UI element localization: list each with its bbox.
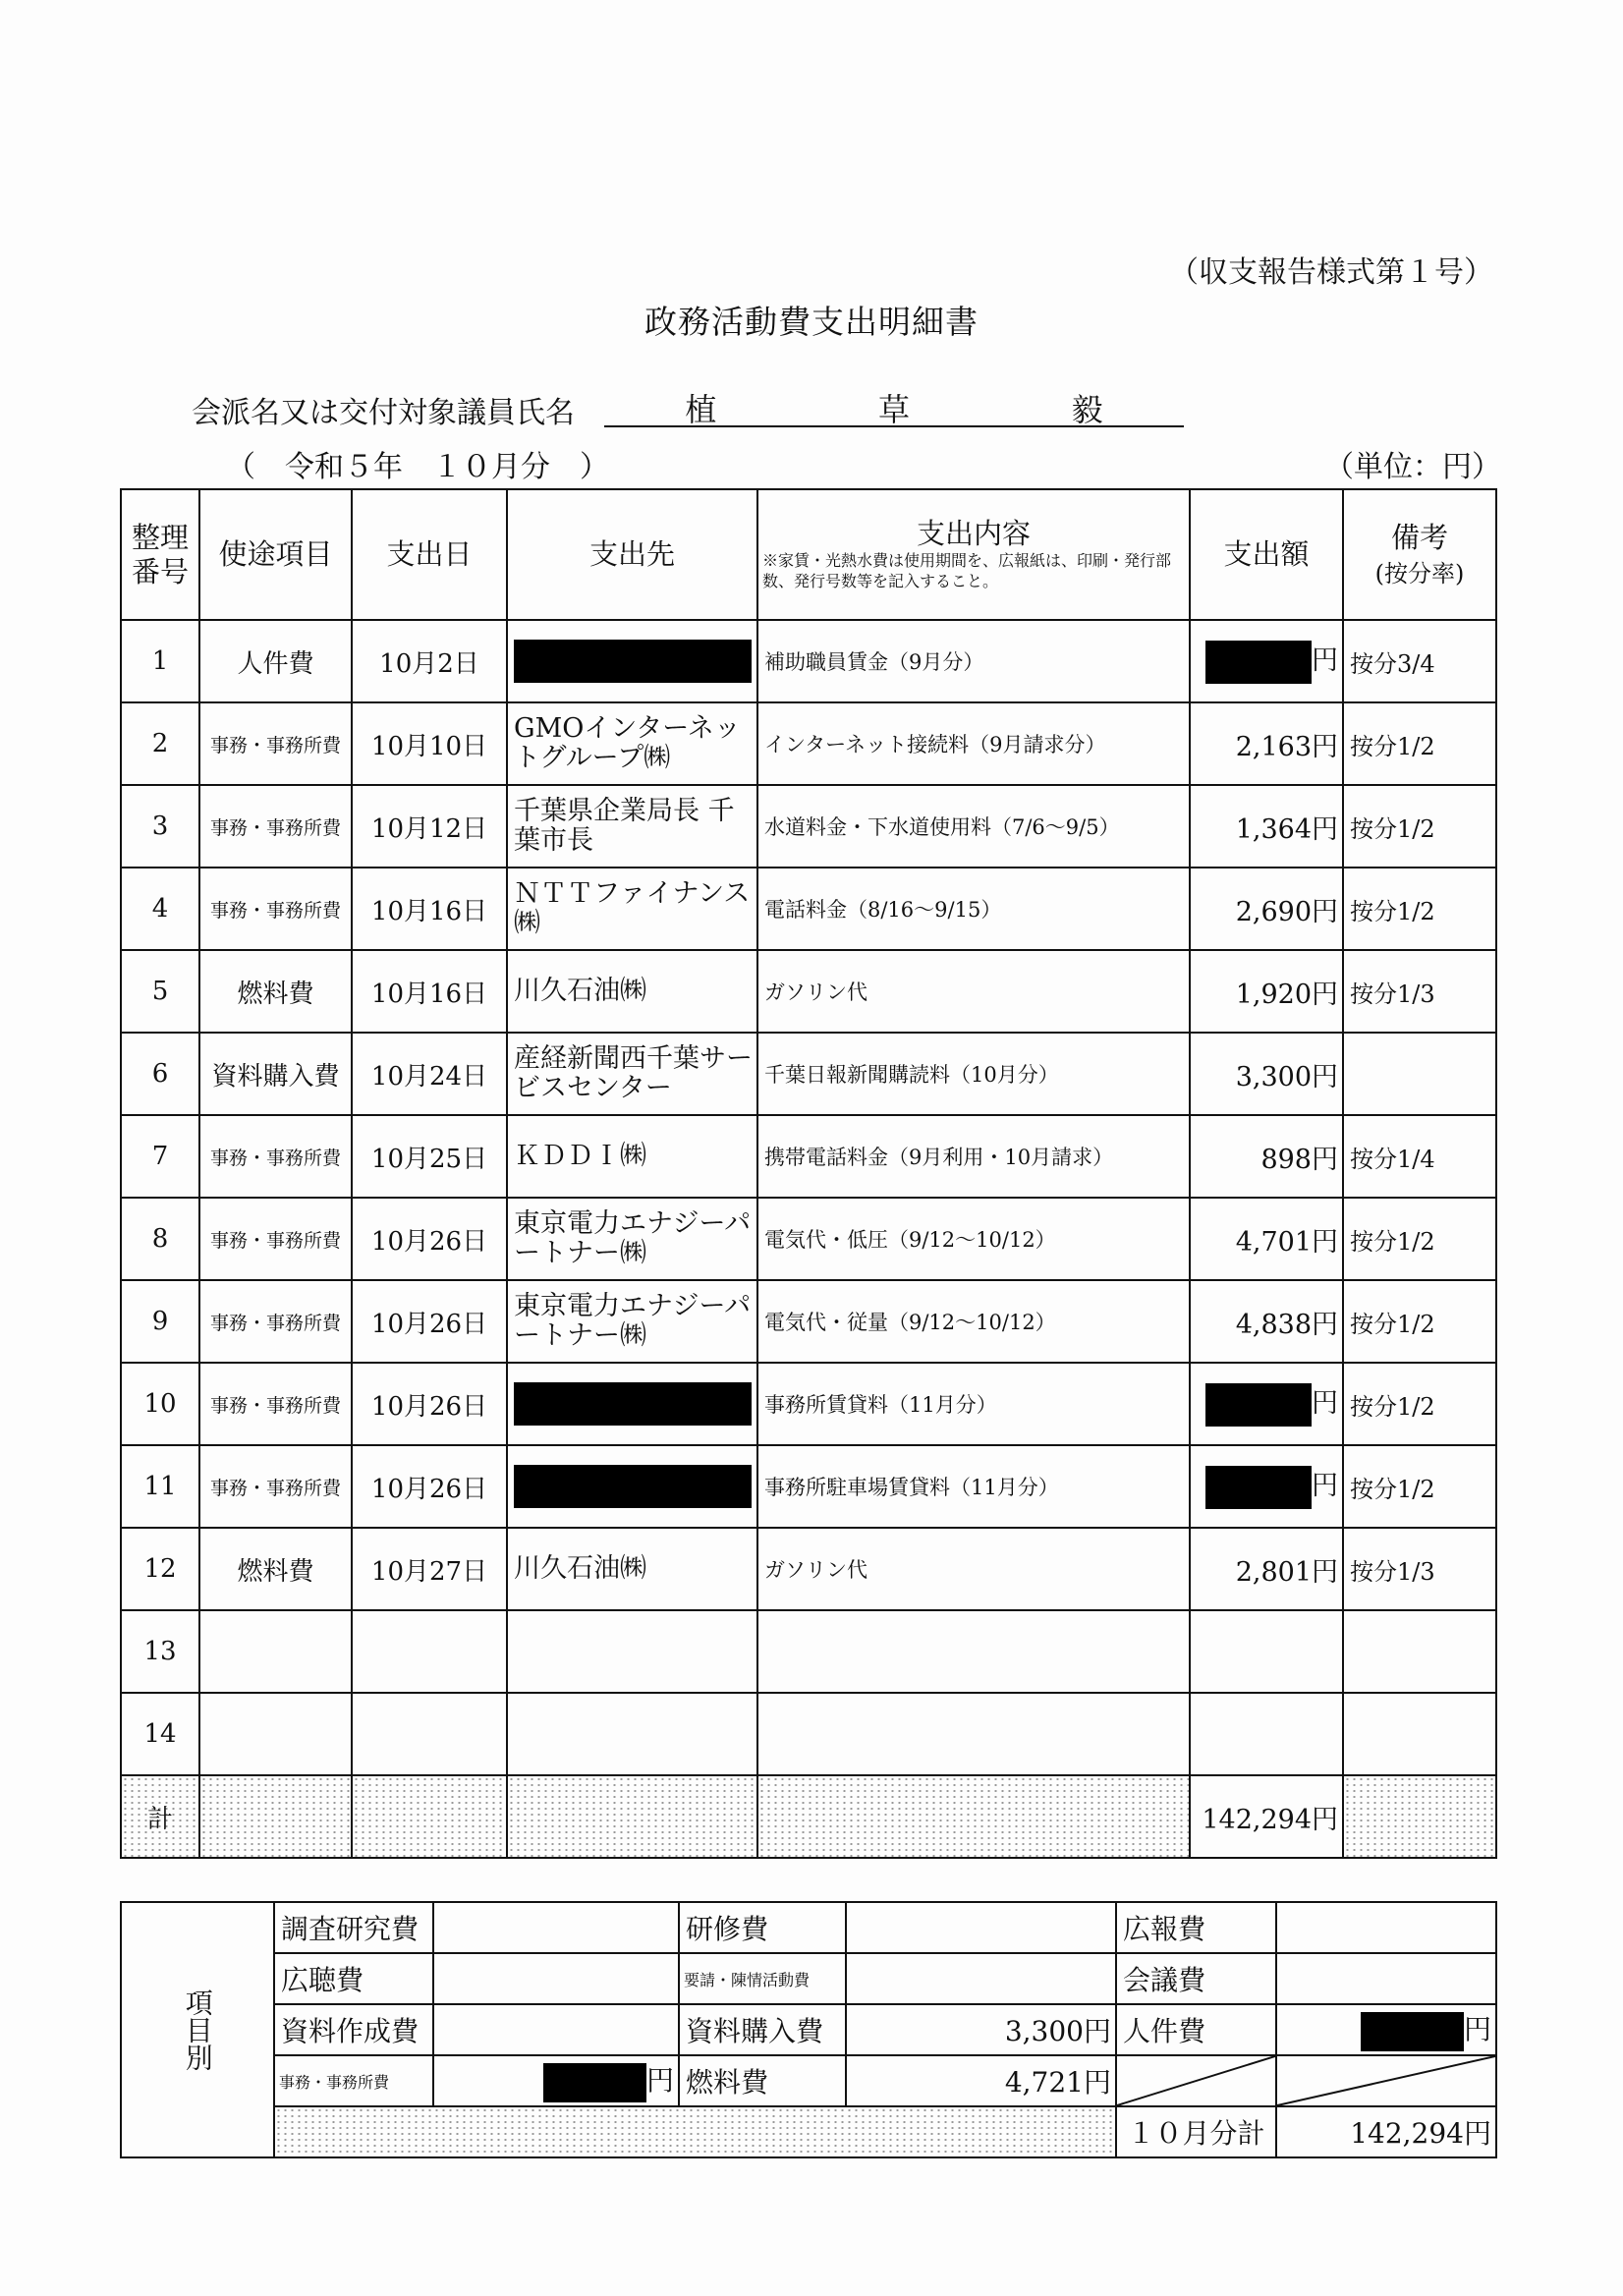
row-payee [507, 1445, 757, 1528]
row-remark: 按分1/2 [1343, 702, 1496, 785]
table-row [121, 1363, 1496, 1445]
total-blank [352, 1775, 507, 1858]
row-date: 10月2日 [352, 620, 507, 702]
summary-value [433, 1902, 679, 1953]
summary-label: 資料購入費 [679, 2004, 846, 2055]
redaction-box [514, 640, 752, 683]
summary-value: 円 [1463, 2013, 1491, 2046]
col-remarks-sub: (按分率) [1374, 559, 1465, 588]
summary-label: 人件費 [1116, 2004, 1276, 2055]
row-amount [1190, 620, 1343, 702]
table-row [121, 1610, 1496, 1693]
summary-label: 研修費 [679, 1902, 846, 1953]
summary-label: 燃料費 [679, 2055, 846, 2106]
total-blank [507, 1775, 757, 1858]
row-payee: 産経新聞西千葉サービスセンター [507, 1033, 757, 1115]
row-amount: 2,690円 [1190, 868, 1343, 950]
row-remark: 按分1/4 [1343, 1115, 1496, 1198]
row-amount: 1,364円 [1190, 785, 1343, 868]
table-row [121, 950, 1496, 1033]
name-label: 会派名又は交付対象議員氏名 [192, 396, 575, 430]
col-content [757, 489, 1190, 620]
row-amount [1190, 1445, 1343, 1528]
row-payee [507, 620, 757, 702]
form-number: （収支報告様式第１号） [1169, 255, 1493, 290]
row-purpose: 事務・事務所費 [199, 785, 352, 868]
row-purpose: 事務・事務所費 [199, 702, 352, 785]
row-purpose: 事務・事務所費 [199, 1363, 352, 1445]
row-remark: 按分1/3 [1343, 950, 1496, 1033]
row-amount [1190, 1363, 1343, 1445]
row-date: 10月25日 [352, 1115, 507, 1198]
summary-value: 4,721円 [846, 2055, 1116, 2106]
total-row [121, 1775, 1496, 1858]
total-blank [757, 1775, 1190, 1858]
row-date: 10月26日 [352, 1363, 507, 1445]
summary-section-label [121, 1902, 274, 2157]
row-payee: 東京電力エナジーパートナー㈱ [507, 1280, 757, 1363]
table-row [121, 1445, 1496, 1528]
row-amount-unit: 円 [1312, 1388, 1338, 1420]
page-title: 政務活動費支出明細書 [644, 303, 979, 341]
row-payee: ＮＴＴファイナンス㈱ [507, 868, 757, 950]
total-blank [199, 1775, 352, 1858]
row-content: 電話料金（8/16～9/15） [757, 868, 1190, 950]
table-row [121, 785, 1496, 868]
table-row [121, 702, 1496, 785]
redaction-box [514, 1465, 752, 1508]
summary-label: 調査研究費 [274, 1902, 433, 1953]
col-amount: 支出額 [1190, 489, 1343, 620]
summary-label: 広聴費 [274, 1953, 433, 2004]
row-remark: 按分3/4 [1343, 620, 1496, 702]
row-content [757, 1693, 1190, 1775]
row-date: 10月10日 [352, 702, 507, 785]
table-row [121, 1528, 1496, 1610]
summary-value [846, 1902, 1116, 1953]
table-row [121, 1693, 1496, 1775]
summary-label: 要請・陳情活動費 [679, 1953, 846, 2004]
row-content: 事務所駐車場賃貸料（11月分） [757, 1445, 1190, 1528]
row-remark [1343, 1693, 1496, 1775]
row-content: 携帯電話料金（9月利用・10月請求） [757, 1115, 1190, 1198]
col-remarks-label: 備考 [1390, 520, 1448, 554]
name-char: 毅 [1071, 391, 1103, 428]
summary-row [121, 2106, 1496, 2157]
row-no: 14 [121, 1693, 199, 1775]
table-row [121, 1198, 1496, 1280]
row-date [352, 1693, 507, 1775]
redaction-box [1205, 641, 1312, 684]
summary-value [433, 1953, 679, 2004]
row-no: 7 [121, 1115, 199, 1198]
table-row [121, 1280, 1496, 1363]
summary-value [846, 1953, 1116, 2004]
row-date: 10月27日 [352, 1528, 507, 1610]
row-purpose: 事務・事務所費 [199, 1115, 352, 1198]
row-content: 千葉日報新聞購読料（10月分） [757, 1033, 1190, 1115]
row-amount-unit: 円 [1312, 645, 1338, 677]
summary-label: 会議費 [1116, 1953, 1276, 2004]
row-remark: 按分1/3 [1343, 1528, 1496, 1610]
row-date: 10月26日 [352, 1280, 507, 1363]
redaction-box [1205, 1383, 1312, 1427]
row-purpose: 人件費 [199, 620, 352, 702]
summary-blank [274, 2106, 1116, 2157]
summary-row [121, 2055, 1496, 2106]
row-no: 6 [121, 1033, 199, 1115]
summary-label: 広報費 [1116, 1902, 1276, 1953]
row-no: 8 [121, 1198, 199, 1280]
table-row [121, 620, 1496, 702]
row-no: 13 [121, 1610, 199, 1693]
row-payee: GMOインターネットグループ㈱ [507, 702, 757, 785]
row-remark: 按分1/2 [1343, 1445, 1496, 1528]
row-remark [1343, 1033, 1496, 1115]
row-payee: 千葉県企業局長 千葉市長 [507, 785, 757, 868]
summary-value [1276, 1953, 1496, 2004]
summary-row [121, 2004, 1496, 2055]
redaction-box [543, 2063, 646, 2102]
summary-personnel-value [1276, 2004, 1496, 2055]
row-purpose [199, 1693, 352, 1775]
row-content: 水道料金・下水道使用料（7/6～9/5） [757, 785, 1190, 868]
unit-label: （単位：円） [1324, 450, 1501, 484]
row-content: 電気代・低圧（9/12～10/12） [757, 1198, 1190, 1280]
col-payee: 支出先 [507, 489, 757, 620]
row-date: 10月16日 [352, 868, 507, 950]
summary-value: 3,300円 [846, 2004, 1116, 2055]
row-payee [507, 1363, 757, 1445]
table-row [121, 1033, 1496, 1115]
row-purpose: 事務・事務所費 [199, 1445, 352, 1528]
row-purpose: 事務・事務所費 [199, 868, 352, 950]
total-amount: 142,294円 [1190, 1775, 1343, 1858]
col-content-label: 支出内容 [916, 517, 1031, 551]
row-payee: ＫＤＤＩ㈱ [507, 1115, 757, 1198]
row-amount-unit: 円 [1312, 1471, 1338, 1502]
row-amount [1190, 1610, 1343, 1693]
member-name [604, 385, 1184, 430]
table-header-row [121, 489, 1496, 620]
monthly-total-value: 142,294円 [1276, 2106, 1496, 2157]
row-no: 2 [121, 702, 199, 785]
row-purpose [199, 1610, 352, 1693]
col-no [121, 489, 199, 620]
summary-office-value [433, 2055, 679, 2106]
row-date: 10月16日 [352, 950, 507, 1033]
row-no: 12 [121, 1528, 199, 1610]
col-remarks [1343, 489, 1496, 620]
summary-value [433, 2004, 679, 2055]
row-date: 10月26日 [352, 1445, 507, 1528]
row-amount: 898円 [1190, 1115, 1343, 1198]
diagonal-line [1277, 2056, 1495, 2105]
row-amount: 3,300円 [1190, 1033, 1343, 1115]
row-date [352, 1610, 507, 1693]
diagonal-blank [1276, 2055, 1496, 2106]
row-no: 3 [121, 785, 199, 868]
row-no: 1 [121, 620, 199, 702]
row-content: 補助職員賃金（9月分） [757, 620, 1190, 702]
summary-label: 事務・事務所費 [274, 2055, 433, 2106]
redaction-box [514, 1382, 752, 1426]
row-remark: 按分1/2 [1343, 868, 1496, 950]
total-label: 計 [121, 1775, 199, 1858]
row-amount: 2,163円 [1190, 702, 1343, 785]
row-date: 10月24日 [352, 1033, 507, 1115]
row-amount [1190, 1693, 1343, 1775]
row-purpose: 事務・事務所費 [199, 1198, 352, 1280]
row-purpose: 燃料費 [199, 950, 352, 1033]
row-payee: 川久石油㈱ [507, 1528, 757, 1610]
col-content-note: ※家賃・光熱水費は使用期間を、広報紙は、印刷・発行部数、発行号数等を記入すること。 [762, 551, 1172, 590]
redaction-box [1205, 1466, 1312, 1509]
name-char: 植 [685, 391, 717, 428]
row-payee: 川久石油㈱ [507, 950, 757, 1033]
row-amount: 4,838円 [1190, 1280, 1343, 1363]
row-remark [1343, 1610, 1496, 1693]
row-content: 電気代・従量（9/12～10/12） [757, 1280, 1190, 1363]
row-no: 5 [121, 950, 199, 1033]
row-date: 10月12日 [352, 785, 507, 868]
row-payee: 東京電力エナジーパートナー㈱ [507, 1198, 757, 1280]
row-content: 事務所賃貸料（11月分） [757, 1363, 1190, 1445]
row-purpose: 事務・事務所費 [199, 1280, 352, 1363]
row-content: ガソリン代 [757, 1528, 1190, 1610]
total-blank [1343, 1775, 1496, 1858]
table-row [121, 1115, 1496, 1198]
expense-detail-table [120, 488, 1497, 1859]
redaction-box [1361, 2012, 1464, 2051]
row-amount: 1,920円 [1190, 950, 1343, 1033]
table-body [121, 620, 1496, 1775]
row-remark: 按分1/2 [1343, 1198, 1496, 1280]
row-content: ガソリン代 [757, 950, 1190, 1033]
row-no: 10 [121, 1363, 199, 1445]
col-purpose: 使途項目 [199, 489, 352, 620]
monthly-total-label: １０月分計 [1116, 2106, 1276, 2157]
row-payee [507, 1693, 757, 1775]
row-content: インターネット接続料（9月請求分） [757, 702, 1190, 785]
summary-row [121, 1953, 1496, 2004]
row-purpose: 燃料費 [199, 1528, 352, 1610]
row-no: 4 [121, 868, 199, 950]
row-payee [507, 1610, 757, 1693]
col-date: 支出日 [352, 489, 507, 620]
diagonal-blank [1116, 2055, 1276, 2106]
col-no-label: 整理番号 [131, 520, 189, 588]
row-remark: 按分1/2 [1343, 1363, 1496, 1445]
row-no: 11 [121, 1445, 199, 1528]
row-remark: 按分1/2 [1343, 1280, 1496, 1363]
name-char: 草 [877, 391, 910, 428]
row-purpose: 資料購入費 [199, 1033, 352, 1115]
summary-section-text: 項目別 [181, 1988, 214, 2071]
summary-row [121, 1902, 1496, 1953]
period: （ 令和５年 １０月分 ） [226, 450, 609, 484]
row-amount: 4,701円 [1190, 1198, 1343, 1280]
row-date: 10月26日 [352, 1198, 507, 1280]
summary-value [1276, 1902, 1496, 1953]
name-underline [604, 425, 1184, 427]
summary-value: 円 [645, 2064, 674, 2098]
row-no: 9 [121, 1280, 199, 1363]
category-summary-table [120, 1901, 1497, 2158]
row-content [757, 1610, 1190, 1693]
diagonal-line [1117, 2056, 1275, 2105]
row-remark: 按分1/2 [1343, 785, 1496, 868]
summary-label: 資料作成費 [274, 2004, 433, 2055]
table-row [121, 868, 1496, 950]
row-amount: 2,801円 [1190, 1528, 1343, 1610]
